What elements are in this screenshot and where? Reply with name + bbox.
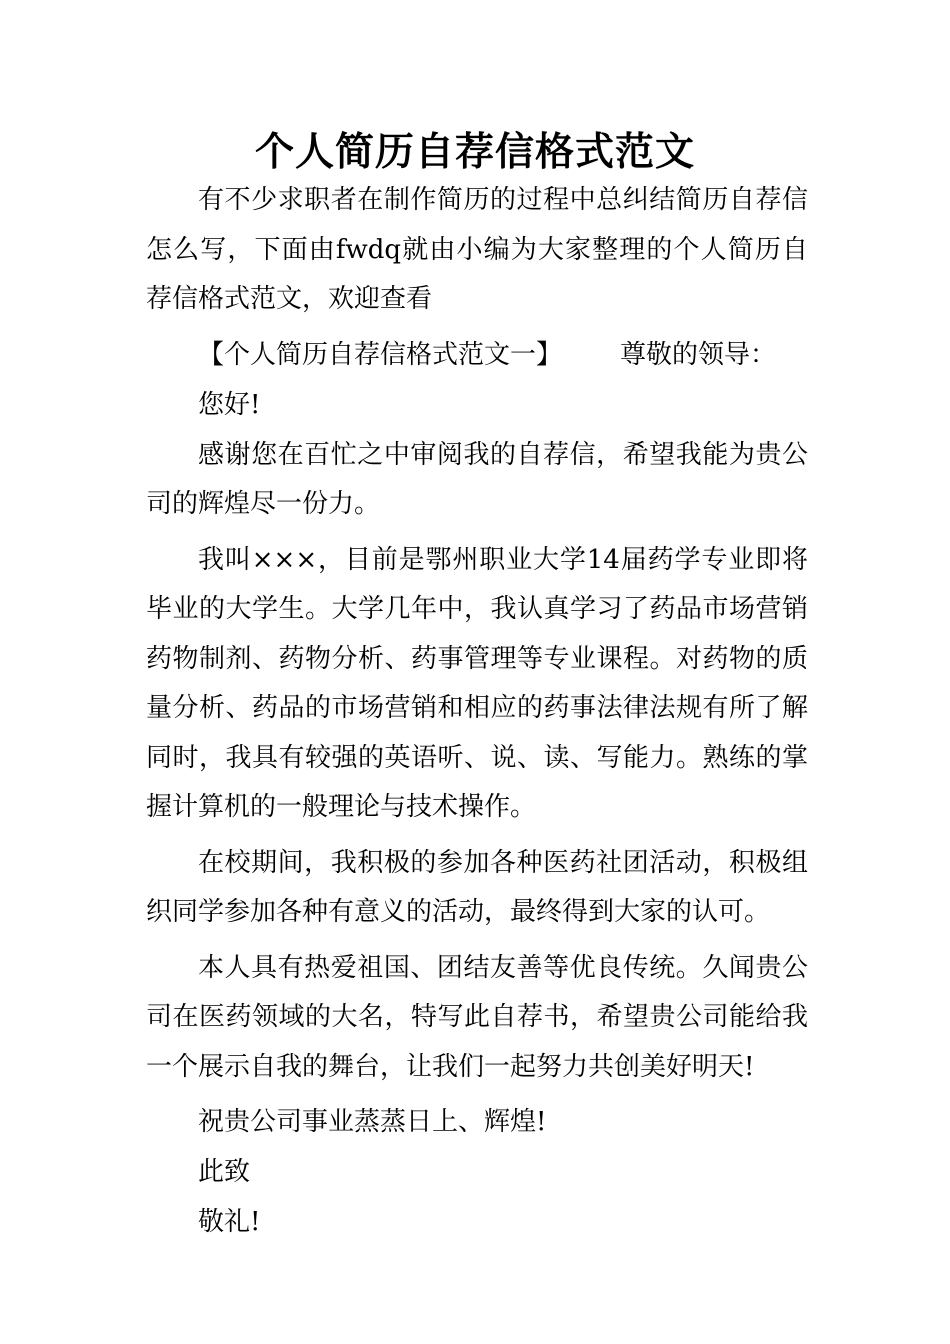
document-title: 个人简历自荐信格式范文 xyxy=(254,129,695,175)
intro-paragraph: 有不少求职者在制作简历的过程中总纠结简历自荐信怎么写，下面由fwdq就由小编为大家整理的个人简历自荐信格式范文，欢迎查看 xyxy=(146,185,808,314)
closing-wish: 祝贵公司事业蒸蒸日上、辉煌! xyxy=(198,1107,547,1137)
closing-line-1: 此致 xyxy=(198,1157,251,1187)
document-body xyxy=(146,176,808,1248)
closing-line-2: 敬礼! xyxy=(198,1207,261,1237)
campus-activity-paragraph: 在校期间，我积极的参加各种医药社团活动，积极组织同学参加各种有意义的活动，最终得到大家的认可。 xyxy=(146,847,808,927)
section-heading-line xyxy=(146,331,808,381)
personal-quality-paragraph: 本人具有热爱祖国、团结友善等优良传统。久闻贵公司在医药领域的大名，特写此自荐书，希望贵公司能给我一个展示自我的舞台，让我们一起努力共创美好明天! xyxy=(146,952,808,1082)
self-intro-paragraph: 我叫×××，目前是鄂州职业大学14届药学专业即将毕业的大学生。大学几年中，我认真学习了药品市场营销药物制剂、药物分析、药事管理等专业课程。对药物的质量分析、药品的市场营销和相应的药事法律法规有所了解同时，我具有较强的英语听、说、读、写能力。熟练的掌握计算机的一般理论与技术操作。 xyxy=(146,544,808,822)
salutation: 尊敬的领导： xyxy=(620,339,777,370)
section-heading: 【个人简历自荐信格式范文一】 xyxy=(198,339,563,370)
greeting: 您好! xyxy=(198,389,261,420)
thanks-paragraph: 感谢您在百忙之中审阅我的自荐信，希望我能为贵公司的辉煌尽一份力。 xyxy=(146,439,808,519)
